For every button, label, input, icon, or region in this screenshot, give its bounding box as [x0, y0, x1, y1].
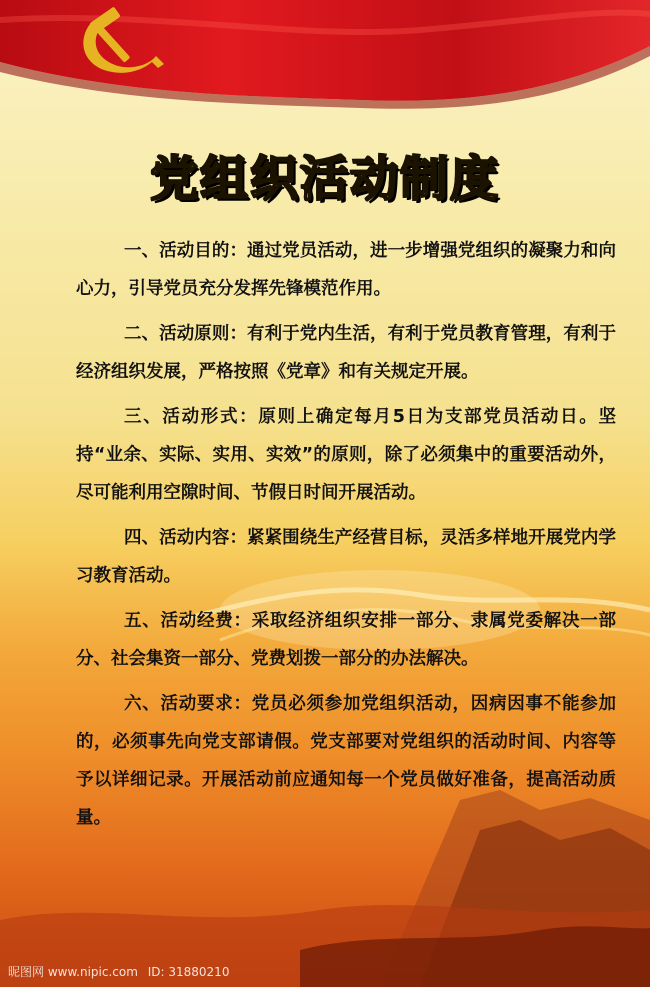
rule-paragraph-4: 四、活动内容：紧紧围绕生产经营目标，灵活多样地开展党内学习教育活动。 — [76, 528, 616, 586]
rule-paragraph-6: 六、活动要求：党员必须参加党组织活动，因病因事不能参加的，必须事先向党支部请假。党支部要对党组织的活动时间、内容等予以详细记录。开展活动前应通知每一个党员做好准备，提高活动质量。 — [76, 694, 616, 828]
watermark-id: ID: 31880210 — [147, 965, 230, 979]
hammer-sickle-icon — [60, 6, 170, 86]
rules-body — [76, 232, 616, 844]
watermark-site: 昵图网 www.nipic.com — [8, 965, 138, 979]
page-title: 党组织活动制度 — [149, 151, 500, 207]
rule-paragraph-1: 一、活动目的：通过党员活动，进一步增强党组织的凝聚力和向心力，引导党员充分发挥先锋模范作用。 — [76, 241, 616, 299]
rule-paragraph-5: 五、活动经费：采取经济组织安排一部分、隶属党委解决一部分、社会集资一部分、党费划拨一部分的办法解决。 — [76, 611, 616, 669]
rule-paragraph-2: 二、活动原则：有利于党内生活，有利于党员教育管理，有利于经济组织发展，严格按照《党章》和有关规定开展。 — [76, 324, 616, 382]
rule-paragraph-3: 三、活动形式：原则上确定每月5日为支部党员活动日。坚持“业余、实际、实用、实效”的原则，除了必须集中的重要活动外，尽可能利用空隙时间、节假日时间开展活动。 — [76, 407, 616, 503]
watermark — [8, 963, 229, 980]
